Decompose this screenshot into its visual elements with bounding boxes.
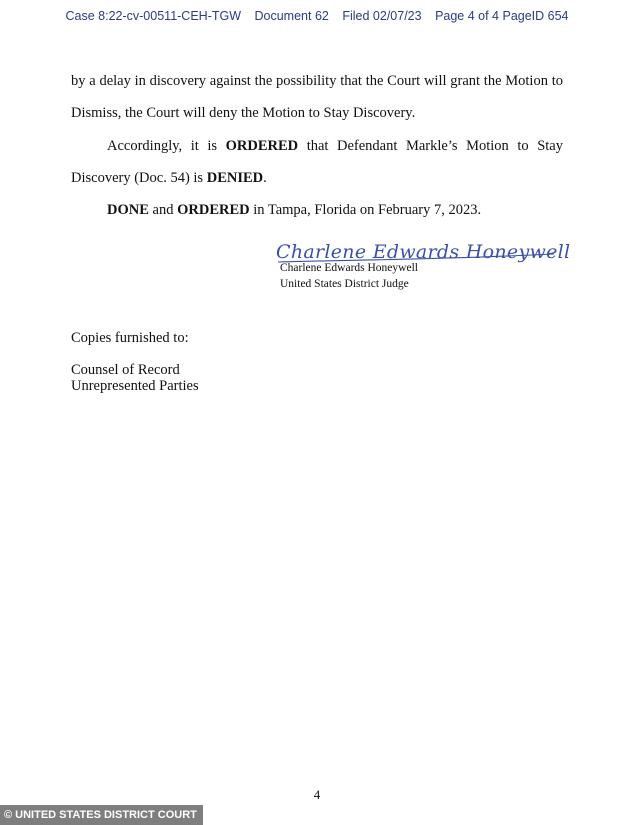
document-number: Document 62 bbox=[254, 9, 329, 23]
ordered-emphasis: ORDERED bbox=[177, 202, 250, 218]
case-number: Case 8:22-cv-00511-CEH-TGW bbox=[65, 9, 242, 23]
text-run: Discovery (Doc. 54) is bbox=[71, 170, 207, 186]
recipient-unrepresented: Unrepresented Parties bbox=[71, 378, 199, 394]
paragraph-2-line-2 bbox=[71, 169, 563, 187]
judge-name: Charlene Edwards Honeywell bbox=[280, 262, 418, 274]
text-run: that Defendant Markle’s Motion to Stay bbox=[298, 138, 563, 154]
page-number: 4 bbox=[313, 787, 321, 802]
text-run: in Tampa, Florida on February 7, 2023. bbox=[249, 202, 482, 218]
paragraph-3 bbox=[71, 201, 563, 219]
paragraph-1-line-1: by a delay in discovery against the possibility that the Court will grant the Motion to bbox=[71, 73, 563, 89]
paragraph-2-line-1 bbox=[71, 137, 563, 155]
done-emphasis: DONE bbox=[107, 202, 149, 218]
denied-emphasis: DENIED bbox=[206, 170, 264, 186]
text-run: . bbox=[263, 170, 267, 186]
copies-heading: Copies furnished to: bbox=[71, 330, 189, 346]
page-id: Page 4 of 4 PageID 654 bbox=[435, 9, 569, 23]
filed-date: Filed 02/07/23 bbox=[342, 9, 422, 23]
filing-header bbox=[0, 9, 634, 23]
watermark: © UNITED STATES DISTRICT COURT bbox=[0, 805, 203, 825]
judge-title: United States District Judge bbox=[280, 278, 409, 290]
ordered-emphasis: ORDERED bbox=[225, 138, 299, 154]
text-run: Accordingly, it is bbox=[107, 138, 226, 154]
paragraph-1-line-2: Dismiss, the Court will deny the Motion to Stay Discovery. bbox=[71, 105, 416, 121]
recipient-counsel: Counsel of Record bbox=[71, 362, 180, 378]
text-run: and bbox=[148, 202, 178, 218]
signature-script: Charlene Edwards Honeywell bbox=[276, 241, 571, 263]
